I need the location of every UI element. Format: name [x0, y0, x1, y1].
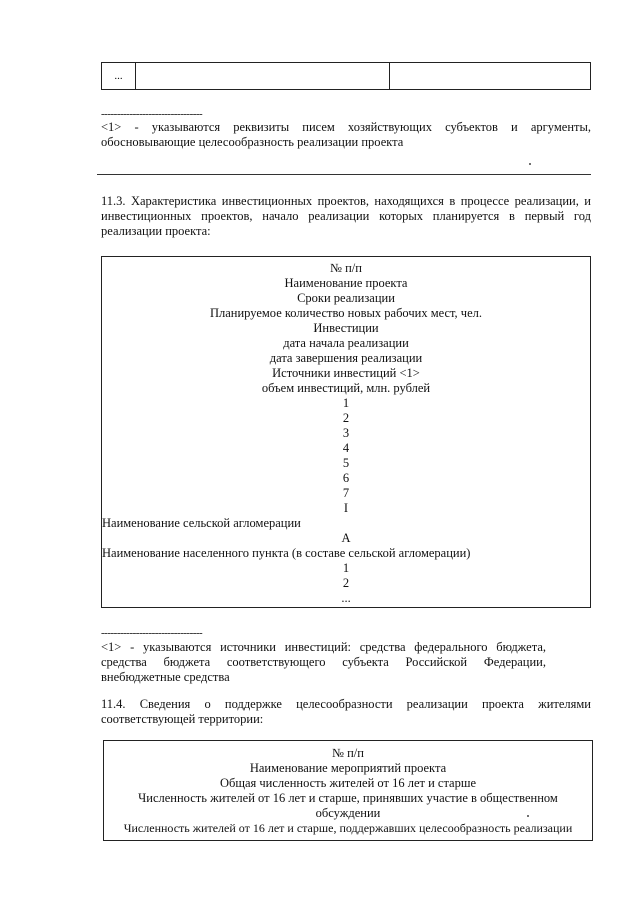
- agglomeration-letter: А: [341, 531, 351, 545]
- table-row: Инвестиции: [313, 321, 379, 335]
- table-row: 5: [342, 456, 350, 470]
- table-row: Источники инвестиций <1>: [272, 366, 420, 380]
- footnote-separator-1: --------------------------------: [101, 108, 203, 120]
- investment-projects-table: [101, 256, 591, 608]
- resident-support-table: [103, 740, 593, 841]
- table-row: 1: [342, 396, 350, 410]
- table-row: Сроки реализации: [297, 291, 395, 305]
- table-row: Численность жителей от 16 лет и старше, принявших участие в общественном: [138, 791, 558, 805]
- table-row: 7: [342, 486, 350, 500]
- settlement-label: Наименование населенного пункта (в составе сельской агломерации): [102, 546, 471, 560]
- table-row: Общая численность жителей от 16 лет и старше: [219, 776, 477, 790]
- table-row: ...: [341, 591, 351, 605]
- section-divider: [97, 174, 591, 175]
- speck: [527, 815, 529, 817]
- section-11-4-heading: 11.4. Сведения о поддержке целесообразности реализации проекта жителями соответствующей территории:: [101, 697, 591, 726]
- top-table: [101, 62, 591, 90]
- table-row: 1: [342, 561, 350, 575]
- top-table-divider: [389, 63, 390, 89]
- table-row: 4: [342, 441, 350, 455]
- footnote-separator-2: --------------------------------: [101, 627, 203, 639]
- agglomeration-label: Наименование сельской агломерации: [102, 516, 301, 530]
- table-row: I: [343, 501, 349, 515]
- table-row: № п/п: [332, 746, 364, 760]
- table-row: Наименование мероприятий проекта: [249, 761, 447, 775]
- table-row: объем инвестиций, млн. рублей: [261, 381, 431, 395]
- table-row: 2: [342, 411, 350, 425]
- table-row: дата завершения реализации: [269, 351, 423, 365]
- table-row: Численность жителей от 16 лет и старше, поддержавших целесообразность реализации: [123, 821, 573, 835]
- table-row: 6: [342, 471, 350, 485]
- table-row: № п/п: [330, 261, 362, 275]
- footnote-2-text: <1> - указываются источники инвестиций: средства федерального бюджета, средства бюджета соответствующего субъекта Российской Федерации, внебюджетные средства: [101, 640, 546, 684]
- table-row: Наименование проекта: [284, 276, 408, 290]
- section-11-3-heading: 11.3. Характеристика инвестиционных проектов, находящихся в процессе реализации, и инвестиционных проектов, начало реализации которых планируется в первый год реализации проекта:: [101, 194, 591, 238]
- speck: [529, 163, 531, 165]
- table-row: дата начала реализации: [283, 336, 409, 350]
- table-row: Планируемое количество новых рабочих мест, чел.: [209, 306, 483, 320]
- footnote-1-text: <1> - указываются реквизиты писем хозяйствующих субъектов и аргументы, обосновывающие целесообразность реализации проекта: [101, 120, 591, 149]
- table-row: обсуждении: [315, 806, 381, 820]
- table-row: 2: [342, 576, 350, 590]
- top-table-cell-number: ...: [102, 63, 136, 89]
- table-row: 3: [342, 426, 350, 440]
